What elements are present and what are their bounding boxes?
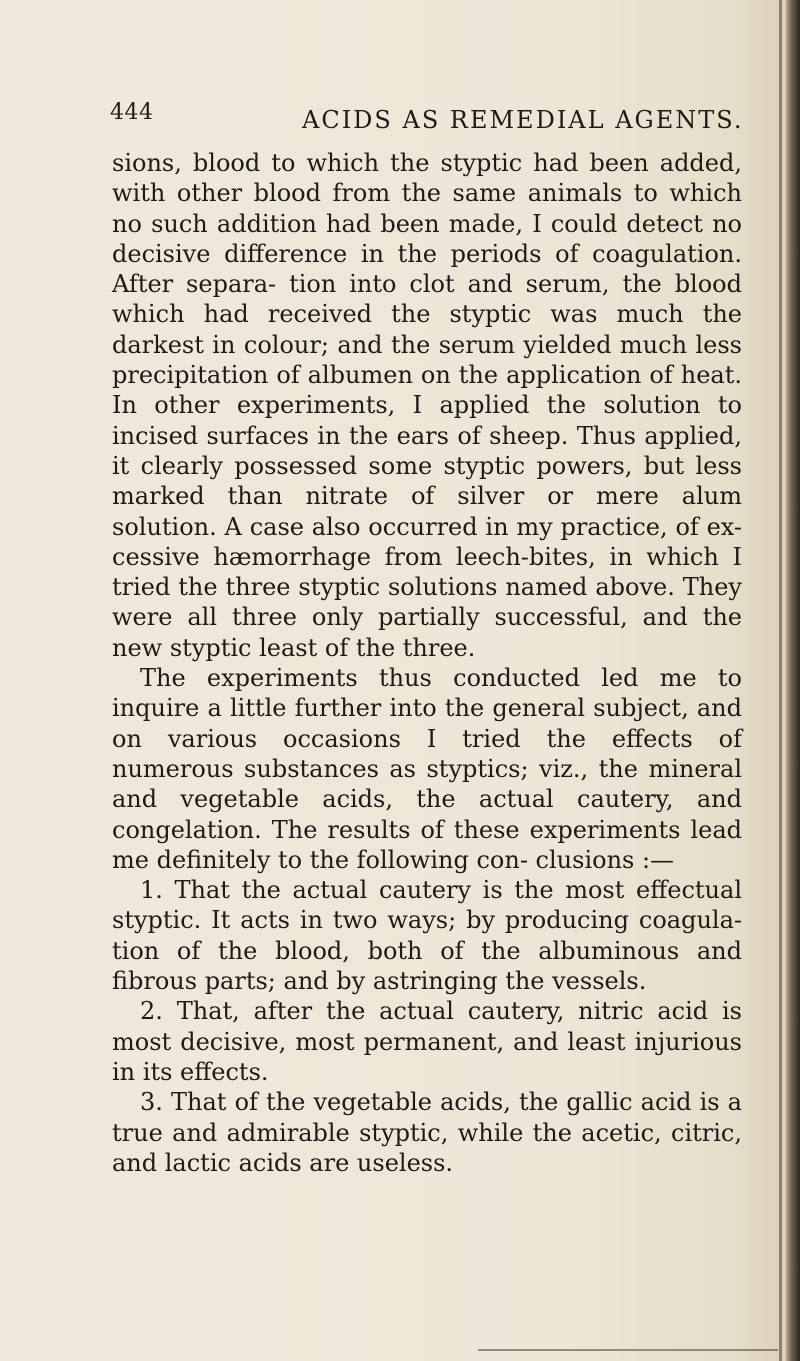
paragraph-continuation: sions, blood to which the styptic had been added, with other blood from the same animals to which no such addition had been made, I could detect no decisive difference in the periods of coagulation. After separa- tion into clot and serum, the blood which had received the styptic was much the darkest in colour; and the serum yielded much less precipitation of albumen on the application of heat. In other experiments, I applied the solution to incised surfaces in the ears of sheep. Thus applied, it clearly possessed some styptic powers, but less marked than nitrate of silver or mere alum solution. A case also occurred in my practice, of ex- cessive hæmorrhage from leech-bites, in which I tried the three styptic solutions named above. They were all three only partially successful, and the new styptic least of the three. (112, 149, 742, 662)
body-text (112, 148, 742, 1178)
bottom-edge-rule (478, 1349, 778, 1351)
conclusion-1: 1. That the actual cautery is the most effectual styptic. It acts in two ways; by producing coagula- tion of the blood, both of the albuminous and fibrous parts; and by astringing the vessels. (112, 876, 742, 996)
page-number: 444 (110, 100, 154, 125)
page-header (0, 96, 800, 136)
book-spine-edge (786, 0, 800, 1361)
running-head: ACIDS AS REMEDIAL AGENTS. (302, 106, 744, 134)
paragraph-experiments: The experiments thus conducted led me to inquire a little further into the general subject, and on various occasions I tried the effects of numerous substances as styptics; viz., the mineral and vegetable acids, the actual cautery, and congelation. The results of these experiments lead me definitely to the following con- clusions :— (112, 664, 742, 874)
conclusion-3: 3. That of the vegetable acids, the gallic acid is a true and admirable styptic, while the acetic, citric, and lactic acids are useless. (112, 1088, 742, 1177)
conclusion-2: 2. That, after the actual cautery, nitric acid is most decisive, most permanent, and least injurious in its effects. (112, 997, 742, 1086)
page-edge-shadow (779, 0, 782, 1361)
